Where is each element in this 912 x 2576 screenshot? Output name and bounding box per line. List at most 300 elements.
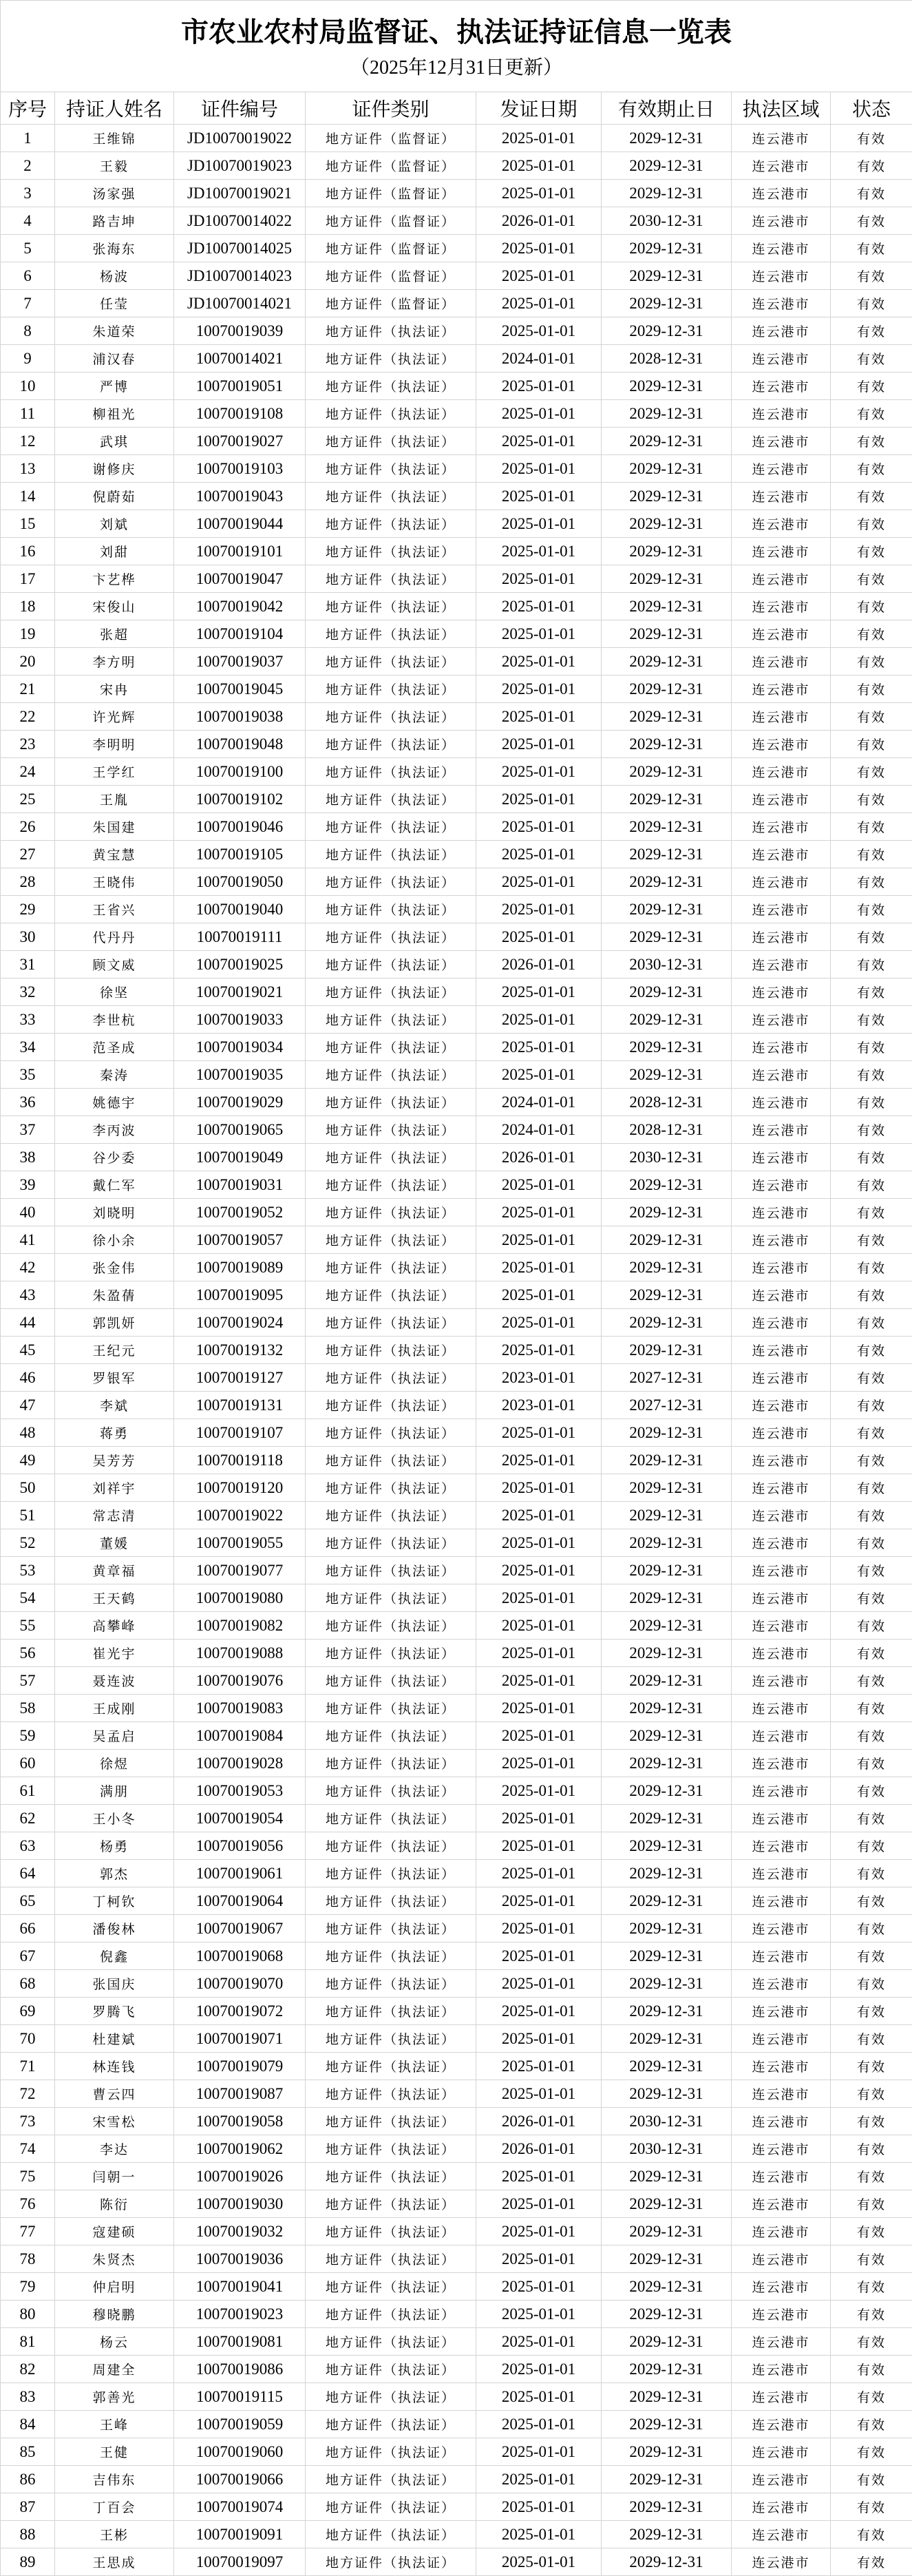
cell-cert-type: 地方证件（执法证） [306, 1750, 476, 1777]
cell-issue-date: 2025-01-01 [476, 125, 602, 152]
cell-name: 林连钱 [55, 2053, 174, 2080]
cell-region: 连云港市 [732, 2383, 831, 2411]
cell-name: 杨云 [55, 2328, 174, 2356]
cell-issue-date: 2025-01-01 [476, 1061, 602, 1089]
cell-cert-type: 地方证件（执法证） [306, 400, 476, 428]
cell-cert-type: 地方证件（执法证） [306, 538, 476, 565]
cell-index: 69 [1, 1998, 55, 2025]
cell-region: 连云港市 [732, 235, 831, 262]
cell-expiry-date: 2029-12-31 [602, 896, 732, 923]
cell-status: 有效 [831, 1226, 912, 1254]
cell-cert-type: 地方证件（执法证） [306, 2163, 476, 2190]
cell-cert-type: 地方证件（执法证） [306, 483, 476, 510]
cell-index: 39 [1, 1171, 55, 1199]
col-header-index: 序号 [1, 92, 55, 125]
cell-index: 52 [1, 1529, 55, 1557]
cell-issue-date: 2025-01-01 [476, 676, 602, 703]
cell-name: 王省兴 [55, 896, 174, 923]
cell-issue-date: 2025-01-01 [476, 841, 602, 868]
cell-region: 连云港市 [732, 2301, 831, 2328]
cell-issue-date: 2025-01-01 [476, 1915, 602, 1943]
cell-issue-date: 2025-01-01 [476, 2548, 602, 2576]
cell-index: 12 [1, 428, 55, 455]
cell-expiry-date: 2029-12-31 [602, 317, 732, 345]
cell-status: 有效 [831, 923, 912, 951]
cell-index: 32 [1, 978, 55, 1006]
col-header-name: 持证人姓名 [55, 92, 174, 125]
cell-issue-date: 2025-01-01 [476, 923, 602, 951]
cell-index: 15 [1, 510, 55, 538]
table-row [1, 180, 912, 207]
cell-issue-date: 2025-01-01 [476, 483, 602, 510]
cell-issue-date: 2023-01-01 [476, 1392, 602, 1419]
table-row [1, 896, 912, 923]
cell-status: 有效 [831, 1998, 912, 2025]
cell-name: 蒋勇 [55, 1419, 174, 1447]
cell-index: 83 [1, 2383, 55, 2411]
cell-name: 宋俊山 [55, 593, 174, 620]
cell-status: 有效 [831, 1281, 912, 1309]
table-row [1, 923, 912, 951]
cell-issue-date: 2025-01-01 [476, 2163, 602, 2190]
cell-name: 浦汉春 [55, 345, 174, 373]
cell-issue-date: 2025-01-01 [476, 290, 602, 317]
cell-index: 56 [1, 1640, 55, 1667]
cell-issue-date: 2025-01-01 [476, 1722, 602, 1750]
cell-name: 倪鑫 [55, 1943, 174, 1970]
cell-expiry-date: 2029-12-31 [602, 868, 732, 896]
cell-index: 30 [1, 923, 55, 951]
table-row [1, 1254, 912, 1281]
cell-cert-no: 10070019028 [174, 1750, 306, 1777]
table-row [1, 813, 912, 841]
cell-expiry-date: 2029-12-31 [602, 1254, 732, 1281]
cell-issue-date: 2025-01-01 [476, 868, 602, 896]
cell-name: 朱道荣 [55, 317, 174, 345]
cell-name: 徐小余 [55, 1226, 174, 1254]
table-row [1, 2108, 912, 2135]
table-row [1, 2163, 912, 2190]
cell-cert-type: 地方证件（执法证） [306, 1006, 476, 1034]
cell-cert-no: 10070019039 [174, 317, 306, 345]
cell-cert-type: 地方证件（执法证） [306, 1447, 476, 1474]
cell-issue-date: 2025-01-01 [476, 1832, 602, 1860]
cell-issue-date: 2025-01-01 [476, 1006, 602, 1034]
cell-index: 85 [1, 2438, 55, 2466]
table-row [1, 1364, 912, 1392]
cell-status: 有效 [831, 1364, 912, 1392]
table-row [1, 290, 912, 317]
cell-region: 连云港市 [732, 1171, 831, 1199]
cell-issue-date: 2025-01-01 [476, 1584, 602, 1612]
table-row [1, 1061, 912, 1089]
cell-cert-no: 10070019105 [174, 841, 306, 868]
cell-issue-date: 2025-01-01 [476, 2521, 602, 2548]
cell-cert-type: 地方证件（执法证） [306, 1144, 476, 1171]
cell-cert-no: JD10070019021 [174, 180, 306, 207]
cell-cert-type: 地方证件（执法证） [306, 1722, 476, 1750]
table-row [1, 703, 912, 731]
cell-cert-no: 10070019077 [174, 1557, 306, 1584]
cell-expiry-date: 2029-12-31 [602, 2466, 732, 2493]
cell-cert-type: 地方证件（执法证） [306, 2218, 476, 2245]
cell-cert-no: 10070019041 [174, 2273, 306, 2301]
cell-index: 76 [1, 2190, 55, 2218]
cell-expiry-date: 2029-12-31 [602, 978, 732, 1006]
cell-expiry-date: 2029-12-31 [602, 2301, 732, 2328]
cell-issue-date: 2025-01-01 [476, 2190, 602, 2218]
cell-cert-no: 10070019060 [174, 2438, 306, 2466]
cell-name: 王毅 [55, 152, 174, 180]
cell-issue-date: 2025-01-01 [476, 758, 602, 786]
cell-cert-no: 10070019064 [174, 1887, 306, 1915]
cell-name: 王成刚 [55, 1695, 174, 1722]
cell-cert-no: 10070019031 [174, 1171, 306, 1199]
table-row [1, 951, 912, 978]
cell-region: 连云港市 [732, 2025, 831, 2053]
cell-index: 57 [1, 1667, 55, 1695]
cell-region: 连云港市 [732, 373, 831, 400]
cell-expiry-date: 2029-12-31 [602, 841, 732, 868]
update-date: （2025年12月31日更新） [350, 57, 562, 78]
cell-cert-no: 10070019043 [174, 483, 306, 510]
cell-cert-no: 10070019036 [174, 2245, 306, 2273]
cell-issue-date: 2025-01-01 [476, 1750, 602, 1777]
cell-name: 满朋 [55, 1777, 174, 1805]
cell-cert-no: 10070019091 [174, 2521, 306, 2548]
table-row [1, 565, 912, 593]
cell-cert-type: 地方证件（执法证） [306, 1089, 476, 1116]
cell-cert-no: 10070019076 [174, 1667, 306, 1695]
cell-name: 仲启明 [55, 2273, 174, 2301]
table-row [1, 1777, 912, 1805]
cell-expiry-date: 2029-12-31 [602, 1750, 732, 1777]
cell-cert-type: 地方证件（执法证） [306, 2190, 476, 2218]
cell-cert-no: 10070019127 [174, 1364, 306, 1392]
cell-cert-no: 10070019079 [174, 2053, 306, 2080]
table-row [1, 2328, 912, 2356]
cell-status: 有效 [831, 1722, 912, 1750]
cell-region: 连云港市 [732, 290, 831, 317]
table-row [1, 841, 912, 868]
cell-index: 34 [1, 1034, 55, 1061]
cell-expiry-date: 2029-12-31 [602, 648, 732, 676]
cell-cert-type: 地方证件（执法证） [306, 1970, 476, 1998]
cell-expiry-date: 2029-12-31 [602, 1171, 732, 1199]
table-row [1, 400, 912, 428]
cell-expiry-date: 2029-12-31 [602, 290, 732, 317]
table-row [1, 1722, 912, 1750]
cell-issue-date: 2025-01-01 [476, 1309, 602, 1337]
cell-region: 连云港市 [732, 400, 831, 428]
cell-name: 秦涛 [55, 1061, 174, 1089]
cell-index: 40 [1, 1199, 55, 1226]
cell-name: 王思成 [55, 2548, 174, 2576]
cell-cert-type: 地方证件（执法证） [306, 1887, 476, 1915]
cell-cert-no: 10070019131 [174, 1392, 306, 1419]
cell-cert-no: 10070019056 [174, 1832, 306, 1860]
cell-index: 10 [1, 373, 55, 400]
cell-name: 张国庆 [55, 1970, 174, 1998]
cell-region: 连云港市 [732, 1750, 831, 1777]
cell-region: 连云港市 [732, 2548, 831, 2576]
table-row [1, 2466, 912, 2493]
cell-issue-date: 2025-01-01 [476, 1695, 602, 1722]
cell-name: 戴仁军 [55, 1171, 174, 1199]
cell-cert-type: 地方证件（执法证） [306, 1998, 476, 2025]
cell-region: 连云港市 [732, 125, 831, 152]
cell-cert-no: 10070019062 [174, 2135, 306, 2163]
cell-expiry-date: 2029-12-31 [602, 455, 732, 483]
cell-index: 61 [1, 1777, 55, 1805]
cell-region: 连云港市 [732, 1061, 831, 1089]
cell-expiry-date: 2029-12-31 [602, 1502, 732, 1529]
cell-issue-date: 2025-01-01 [476, 1254, 602, 1281]
cell-status: 有效 [831, 125, 912, 152]
cell-expiry-date: 2029-12-31 [602, 2190, 732, 2218]
cell-index: 77 [1, 2218, 55, 2245]
table-row [1, 1998, 912, 2025]
cell-status: 有效 [831, 2135, 912, 2163]
cell-status: 有效 [831, 2301, 912, 2328]
cell-name: 王学红 [55, 758, 174, 786]
table-row [1, 1281, 912, 1309]
cell-expiry-date: 2029-12-31 [602, 1943, 732, 1970]
cell-cert-no: 10070019082 [174, 1612, 306, 1640]
cell-name: 吴芳芳 [55, 1447, 174, 1474]
cell-cert-no: 10070019074 [174, 2493, 306, 2521]
cell-expiry-date: 2029-12-31 [602, 2163, 732, 2190]
cell-region: 连云港市 [732, 2273, 831, 2301]
cell-index: 19 [1, 620, 55, 648]
cell-region: 连云港市 [732, 951, 831, 978]
cell-index: 64 [1, 1860, 55, 1887]
cell-name: 路吉坤 [55, 207, 174, 235]
cell-cert-no: JD10070019022 [174, 125, 306, 152]
cell-status: 有效 [831, 1034, 912, 1061]
cell-issue-date: 2025-01-01 [476, 1943, 602, 1970]
cell-issue-date: 2025-01-01 [476, 1805, 602, 1832]
cell-name: 谷少委 [55, 1144, 174, 1171]
cell-cert-type: 地方证件（执法证） [306, 1199, 476, 1226]
cell-cert-no: 10070019057 [174, 1226, 306, 1254]
cell-cert-no: JD10070014025 [174, 235, 306, 262]
cell-expiry-date: 2029-12-31 [602, 1529, 732, 1557]
cell-cert-no: 10070019108 [174, 400, 306, 428]
cell-expiry-date: 2029-12-31 [602, 1309, 732, 1337]
cell-name: 徐煜 [55, 1750, 174, 1777]
cell-cert-no: 10070019044 [174, 510, 306, 538]
cell-cert-no: 10070019035 [174, 1061, 306, 1089]
table-row [1, 1695, 912, 1722]
cell-name: 朱盈蒨 [55, 1281, 174, 1309]
cell-issue-date: 2025-01-01 [476, 1612, 602, 1640]
cell-region: 连云港市 [732, 1226, 831, 1254]
cell-name: 杨勇 [55, 1832, 174, 1860]
cell-index: 25 [1, 786, 55, 813]
cell-region: 连云港市 [732, 1915, 831, 1943]
cell-name: 王小冬 [55, 1805, 174, 1832]
cell-name: 宋雪松 [55, 2108, 174, 2135]
cell-name: 朱贤杰 [55, 2245, 174, 2273]
cell-issue-date: 2025-01-01 [476, 2493, 602, 2521]
cell-expiry-date: 2029-12-31 [602, 400, 732, 428]
cell-index: 49 [1, 1447, 55, 1474]
cell-expiry-date: 2029-12-31 [602, 2521, 732, 2548]
cell-issue-date: 2025-01-01 [476, 1226, 602, 1254]
cell-cert-no: 10070019053 [174, 1777, 306, 1805]
cell-index: 17 [1, 565, 55, 593]
cell-status: 有效 [831, 345, 912, 373]
cell-expiry-date: 2029-12-31 [602, 813, 732, 841]
cell-cert-type: 地方证件（执法证） [306, 978, 476, 1006]
cell-cert-type: 地方证件（执法证） [306, 676, 476, 703]
cell-cert-type: 地方证件（执法证） [306, 648, 476, 676]
cell-status: 有效 [831, 1529, 912, 1557]
cell-cert-type: 地方证件（执法证） [306, 1805, 476, 1832]
cell-cert-no: JD10070014023 [174, 262, 306, 290]
cell-issue-date: 2025-01-01 [476, 2301, 602, 2328]
cell-status: 有效 [831, 207, 912, 235]
cell-expiry-date: 2029-12-31 [602, 1887, 732, 1915]
cell-status: 有效 [831, 1887, 912, 1915]
cell-index: 88 [1, 2521, 55, 2548]
cell-index: 7 [1, 290, 55, 317]
cell-region: 连云港市 [732, 2108, 831, 2135]
cell-name: 朱国建 [55, 813, 174, 841]
cell-cert-type: 地方证件（监督证） [306, 262, 476, 290]
cell-index: 81 [1, 2328, 55, 2356]
cell-status: 有效 [831, 2273, 912, 2301]
cell-cert-no: 10070019083 [174, 1695, 306, 1722]
cell-cert-no: 10070019103 [174, 455, 306, 483]
cell-issue-date: 2025-01-01 [476, 2466, 602, 2493]
cell-issue-date: 2025-01-01 [476, 400, 602, 428]
table-row [1, 1640, 912, 1667]
cell-cert-type: 地方证件（执法证） [306, 1529, 476, 1557]
table-row [1, 1860, 912, 1887]
cell-index: 84 [1, 2411, 55, 2438]
cell-status: 有效 [831, 1254, 912, 1281]
cell-name: 崔光宇 [55, 1640, 174, 1667]
cell-region: 连云港市 [732, 152, 831, 180]
cell-cert-no: 10070019071 [174, 2025, 306, 2053]
cell-expiry-date: 2029-12-31 [602, 2218, 732, 2245]
cell-cert-type: 地方证件（执法证） [306, 2135, 476, 2163]
table-row [1, 1612, 912, 1640]
cell-status: 有效 [831, 428, 912, 455]
cell-index: 68 [1, 1970, 55, 1998]
cell-status: 有效 [831, 565, 912, 593]
cell-expiry-date: 2029-12-31 [602, 1915, 732, 1943]
table-row [1, 1915, 912, 1943]
cell-expiry-date: 2029-12-31 [602, 676, 732, 703]
cell-cert-no: 10070019042 [174, 593, 306, 620]
cell-cert-type: 地方证件（执法证） [306, 1309, 476, 1337]
table-row [1, 1419, 912, 1447]
cell-issue-date: 2025-01-01 [476, 703, 602, 731]
cell-issue-date: 2025-01-01 [476, 235, 602, 262]
cell-status: 有效 [831, 235, 912, 262]
cell-index: 65 [1, 1887, 55, 1915]
cell-cert-type: 地方证件（执法证） [306, 2548, 476, 2576]
cell-cert-no: 10070019055 [174, 1529, 306, 1557]
cell-issue-date: 2026-01-01 [476, 2135, 602, 2163]
cell-cert-type: 地方证件（执法证） [306, 731, 476, 758]
table-row [1, 538, 912, 565]
cell-expiry-date: 2029-12-31 [602, 125, 732, 152]
cell-status: 有效 [831, 483, 912, 510]
cell-region: 连云港市 [732, 538, 831, 565]
cell-issue-date: 2025-01-01 [476, 1777, 602, 1805]
table-row [1, 1089, 912, 1116]
cell-cert-no: 10070019068 [174, 1943, 306, 1970]
cell-cert-type: 地方证件（执法证） [306, 951, 476, 978]
cell-region: 连云港市 [732, 1199, 831, 1226]
cell-issue-date: 2025-01-01 [476, 2080, 602, 2108]
cell-expiry-date: 2029-12-31 [602, 2053, 732, 2080]
cell-expiry-date: 2030-12-31 [602, 951, 732, 978]
cell-region: 连云港市 [732, 1254, 831, 1281]
cell-expiry-date: 2027-12-31 [602, 1364, 732, 1392]
cell-issue-date: 2025-01-01 [476, 896, 602, 923]
cell-status: 有效 [831, 896, 912, 923]
table-row [1, 786, 912, 813]
cell-name: 张海东 [55, 235, 174, 262]
cell-status: 有效 [831, 1805, 912, 1832]
cell-index: 22 [1, 703, 55, 731]
cell-cert-type: 地方证件（执法证） [306, 1171, 476, 1199]
cell-region: 连云港市 [732, 1557, 831, 1584]
cell-issue-date: 2025-01-01 [476, 2411, 602, 2438]
cell-cert-type: 地方证件（执法证） [306, 786, 476, 813]
cell-index: 36 [1, 1089, 55, 1116]
cell-cert-type: 地方证件（执法证） [306, 1419, 476, 1447]
cell-name: 穆晓鹏 [55, 2301, 174, 2328]
cell-issue-date: 2025-01-01 [476, 731, 602, 758]
cell-issue-date: 2025-01-01 [476, 2273, 602, 2301]
cell-name: 张金伟 [55, 1254, 174, 1281]
cell-expiry-date: 2029-12-31 [602, 1612, 732, 1640]
cell-cert-type: 地方证件（执法证） [306, 2411, 476, 2438]
cell-region: 连云港市 [732, 1640, 831, 1667]
cell-status: 有效 [831, 2493, 912, 2521]
cell-cert-type: 地方证件（执法证） [306, 1667, 476, 1695]
cell-cert-no: 10070019047 [174, 565, 306, 593]
cell-region: 连云港市 [732, 758, 831, 786]
table-row [1, 2080, 912, 2108]
cell-cert-no: 10070019049 [174, 1144, 306, 1171]
cell-cert-no: 10070019118 [174, 1447, 306, 1474]
cell-issue-date: 2025-01-01 [476, 1667, 602, 1695]
cell-region: 连云港市 [732, 923, 831, 951]
table-row [1, 758, 912, 786]
cell-region: 连云港市 [732, 1364, 831, 1392]
cell-name: 卞艺桦 [55, 565, 174, 593]
cell-index: 29 [1, 896, 55, 923]
cell-index: 27 [1, 841, 55, 868]
cell-expiry-date: 2030-12-31 [602, 2108, 732, 2135]
cell-issue-date: 2025-01-01 [476, 1447, 602, 1474]
cell-cert-type: 地方证件（执法证） [306, 565, 476, 593]
cell-name: 李明明 [55, 731, 174, 758]
cell-status: 有效 [831, 1447, 912, 1474]
cell-cert-type: 地方证件（执法证） [306, 2080, 476, 2108]
cell-name: 王天鹤 [55, 1584, 174, 1612]
cell-cert-no: 10070019065 [174, 1116, 306, 1144]
cell-cert-type: 地方证件（执法证） [306, 1943, 476, 1970]
cell-region: 连云港市 [732, 455, 831, 483]
